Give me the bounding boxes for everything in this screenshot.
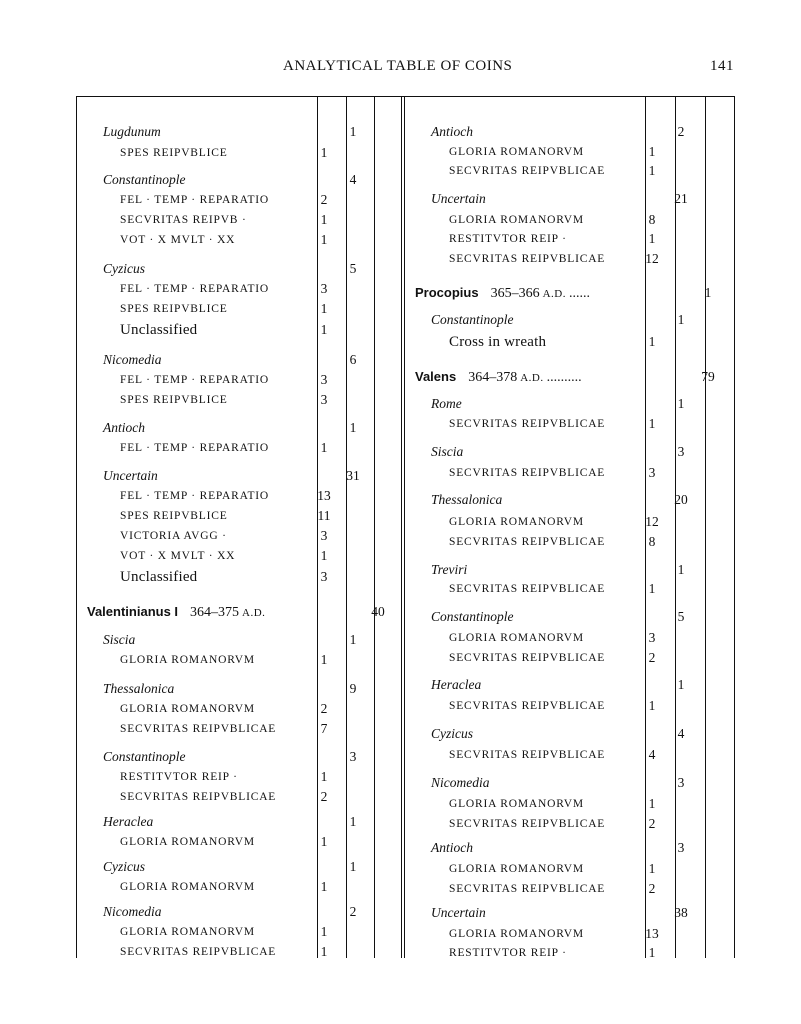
count-col1: 7: [320, 721, 328, 736]
coin-legend: FEL · TEMP · REPARATIO: [120, 194, 270, 206]
coin-legend: SECVRITAS REIPVBLICAE: [449, 818, 606, 830]
coin-legend: FEL · TEMP · REPARATIO: [120, 490, 270, 502]
coin-legend: SECVRITAS REIPVBLICAE: [449, 418, 606, 430]
coin-legend: SECVRITAS REIPVBLICAE: [449, 652, 606, 664]
coin-legend: SECVRITAS REIPVBLICAE: [449, 536, 606, 548]
coin-legend: RESTITVTOR REIP ·: [449, 947, 567, 959]
count-col3: 79: [701, 369, 715, 384]
coin-legend: VICTORIA AVGG ·: [120, 530, 227, 542]
dot-leader: ......: [568, 286, 590, 301]
count-col1: 1: [648, 163, 656, 178]
count-col1: 3: [320, 392, 328, 407]
coin-legend: SECVRITAS REIPVB ·: [120, 214, 247, 226]
coin-legend: FEL · TEMP · REPARATIO: [120, 442, 270, 454]
coin-legend: FEL · TEMP · REPARATIO: [120, 374, 270, 386]
coin-legend: SECVRITAS REIPVBLICAE: [449, 583, 606, 595]
coin-legend: SECVRITAS REIPVBLICAE: [449, 883, 606, 895]
coin-description: Unclassified: [120, 569, 198, 585]
count-col1: 1: [648, 945, 656, 960]
coin-legend: SECVRITAS REIPVBLICAE: [449, 700, 606, 712]
center-double-rule-b: [404, 96, 405, 958]
mint-name: Heraclea: [103, 814, 154, 829]
mint-name: Treviri: [431, 562, 468, 577]
coin-legend: GLORIA ROMANORVM: [120, 881, 255, 893]
count-col1: 1: [320, 301, 328, 316]
count-col1: 1: [320, 440, 328, 455]
emperor-heading: [87, 604, 265, 621]
coin-legend: VOT · X MVLT · XX: [120, 550, 236, 562]
mint-name: Constantinople: [103, 749, 186, 764]
coin-legend: SPES REIPVBLICE: [120, 510, 228, 522]
mint-name: Rome: [431, 396, 462, 411]
count-col1: 2: [648, 650, 656, 665]
count-col1: 1: [320, 834, 328, 849]
emperor-dates: 365–366: [490, 286, 540, 301]
mint-name: Thessalonica: [103, 681, 175, 696]
mint-name: Cyzicus: [103, 261, 145, 276]
count-col2: 1: [349, 814, 357, 829]
coin-legend: GLORIA ROMANORVM: [449, 632, 584, 644]
mint-name: Constantinople: [431, 609, 514, 624]
count-col2: 5: [349, 261, 357, 276]
count-col1: 8: [648, 212, 656, 227]
count-col1: 1: [320, 944, 328, 959]
table-right-rule: [734, 96, 735, 958]
mint-name: Nicomedia: [103, 904, 162, 919]
count-col1: 1: [648, 231, 656, 246]
count-col1: 12: [645, 514, 659, 529]
count-col1: 1: [320, 548, 328, 563]
emperor-dates: 364–378: [468, 370, 518, 385]
coin-legend: GLORIA ROMANORVM: [449, 863, 584, 875]
mint-name: Constantinople: [103, 172, 186, 187]
count-col2: 1: [677, 396, 685, 411]
coin-legend: GLORIA ROMANORVM: [449, 146, 584, 158]
count-col3: 40: [371, 604, 385, 619]
coin-legend: GLORIA ROMANORVM: [120, 926, 255, 938]
table-left-rule: [76, 96, 77, 958]
count-col2: 38: [674, 905, 688, 920]
count-col1: 1: [648, 144, 656, 159]
coin-legend: SECVRITAS REIPVBLICAE: [120, 946, 277, 958]
mint-name: Uncertain: [431, 191, 486, 206]
coin-legend: SECVRITAS REIPVBLICAE: [449, 749, 606, 761]
count-col1: 13: [317, 488, 331, 503]
page-number: 141: [710, 58, 734, 74]
count-col2: 1: [349, 420, 357, 435]
emperor-name: Procopius: [415, 285, 479, 300]
dot-leader: ..........: [546, 370, 582, 385]
count-col1: 1: [320, 212, 328, 227]
count-col1: 4: [648, 747, 656, 762]
count-col2: 4: [349, 172, 357, 187]
count-col1: 1: [648, 581, 656, 596]
count-col2: 1: [677, 312, 685, 327]
mint-name: Antioch: [431, 840, 473, 855]
count-col1: 8: [648, 534, 656, 549]
coin-description: Unclassified: [120, 322, 198, 338]
emperor-name: Valentinianus I: [87, 604, 179, 619]
count-col2: 2: [677, 124, 685, 139]
coin-legend: SECVRITAS REIPVBLICAE: [120, 791, 277, 803]
count-col1: 2: [648, 816, 656, 831]
count-col1: 1: [648, 698, 656, 713]
count-col2: 3: [677, 840, 685, 855]
count-col1: 2: [320, 701, 328, 716]
count-col2: 21: [674, 191, 688, 206]
count-col2: 1: [349, 632, 357, 647]
count-col2: 6: [349, 352, 357, 367]
mint-name: Uncertain: [103, 468, 158, 483]
count-col1: 3: [648, 465, 656, 480]
coin-legend: RESTITVTOR REIP ·: [120, 771, 238, 783]
count-col1: 13: [645, 926, 659, 941]
count-col2: 1: [677, 562, 685, 577]
count-col2: 1: [349, 859, 357, 874]
coin-legend: RESTITVTOR REIP ·: [449, 233, 567, 245]
mint-name: Siscia: [431, 444, 464, 459]
emperor-era: A.D.: [542, 288, 566, 300]
count-col1: 1: [320, 232, 328, 247]
emperor-name: Valens: [415, 369, 457, 384]
emperor-era: A.D.: [242, 607, 266, 619]
count-col1: 1: [320, 769, 328, 784]
coin-legend: SPES REIPVBLICE: [120, 303, 228, 315]
count-col2: 2: [349, 904, 357, 919]
count-col1: 1: [320, 924, 328, 939]
mint-name: Cyzicus: [103, 859, 145, 874]
table-top-rule: [76, 96, 735, 97]
coin-legend: SPES REIPVBLICE: [120, 394, 228, 406]
mint-name: Heraclea: [431, 677, 482, 692]
right-col-rule-2: [675, 96, 676, 958]
count-col2: 4: [677, 726, 685, 741]
mint-name: Antioch: [103, 420, 145, 435]
count-col2: 1: [677, 677, 685, 692]
emperor-dates: 364–375: [190, 605, 240, 620]
count-col1: 2: [320, 789, 328, 804]
count-col1: 2: [648, 881, 656, 896]
mint-name: Nicomedia: [103, 352, 162, 367]
count-col2: 1: [349, 124, 357, 139]
coin-legend: SECVRITAS REIPVBLICAE: [449, 165, 606, 177]
coin-legend: GLORIA ROMANORVM: [120, 703, 255, 715]
count-col1: 1: [320, 652, 328, 667]
count-col2: 31: [346, 468, 360, 483]
mint-name: Cyzicus: [431, 726, 473, 741]
count-col1: 1: [320, 145, 328, 160]
coin-legend: SECVRITAS REIPVBLICAE: [449, 253, 606, 265]
count-col2: 3: [349, 749, 357, 764]
coin-legend: SPES REIPVBLICE: [120, 147, 228, 159]
count-col2: 3: [677, 444, 685, 459]
emperor-era: A.D.: [520, 372, 544, 384]
count-col1: 1: [320, 322, 328, 337]
count-col1: 11: [317, 508, 331, 523]
coin-legend: GLORIA ROMANORVM: [120, 836, 255, 848]
count-col1: 3: [648, 630, 656, 645]
count-col1: 1: [648, 334, 656, 349]
mint-name: Thessalonica: [431, 492, 503, 507]
count-col1: 3: [320, 281, 328, 296]
coin-legend: GLORIA ROMANORVM: [449, 798, 584, 810]
left-col-rule-3: [374, 96, 375, 958]
coin-legend: VOT · X MVLT · XX: [120, 234, 236, 246]
mint-name: Antioch: [431, 124, 473, 139]
emperor-heading: [415, 369, 582, 386]
right-col-rule-3: [705, 96, 706, 958]
count-col3: 1: [704, 285, 712, 300]
coin-legend: FEL · TEMP · REPARATIO: [120, 283, 270, 295]
count-col2: 20: [674, 492, 688, 507]
count-col1: 1: [320, 879, 328, 894]
count-col1: 1: [648, 416, 656, 431]
coin-legend: SECVRITAS REIPVBLICAE: [449, 467, 606, 479]
count-col1: 1: [648, 796, 656, 811]
count-col1: 12: [645, 251, 659, 266]
count-col1: 2: [320, 192, 328, 207]
page-header-title: ANALYTICAL TABLE OF COINS: [283, 58, 513, 74]
coin-legend: GLORIA ROMANORVM: [120, 654, 255, 666]
count-col2: 3: [677, 775, 685, 790]
center-double-rule-a: [401, 96, 402, 958]
coin-legend: GLORIA ROMANORVM: [449, 214, 584, 226]
count-col1: 3: [320, 528, 328, 543]
coin-legend: GLORIA ROMANORVM: [449, 516, 584, 528]
mint-name: Siscia: [103, 632, 136, 647]
count-col2: 9: [349, 681, 357, 696]
count-col1: 3: [320, 372, 328, 387]
mint-name: Constantinople: [431, 312, 514, 327]
mint-name: Lugdunum: [103, 124, 161, 139]
coin-legend: SECVRITAS REIPVBLICAE: [120, 723, 277, 735]
count-col1: 3: [320, 569, 328, 584]
coin-legend: GLORIA ROMANORVM: [449, 928, 584, 940]
count-col1: 1: [648, 861, 656, 876]
count-col2: 5: [677, 609, 685, 624]
emperor-heading: [415, 285, 590, 302]
mint-name: Uncertain: [431, 905, 486, 920]
mint-name: Nicomedia: [431, 775, 490, 790]
coin-description: Cross in wreath: [449, 334, 547, 350]
